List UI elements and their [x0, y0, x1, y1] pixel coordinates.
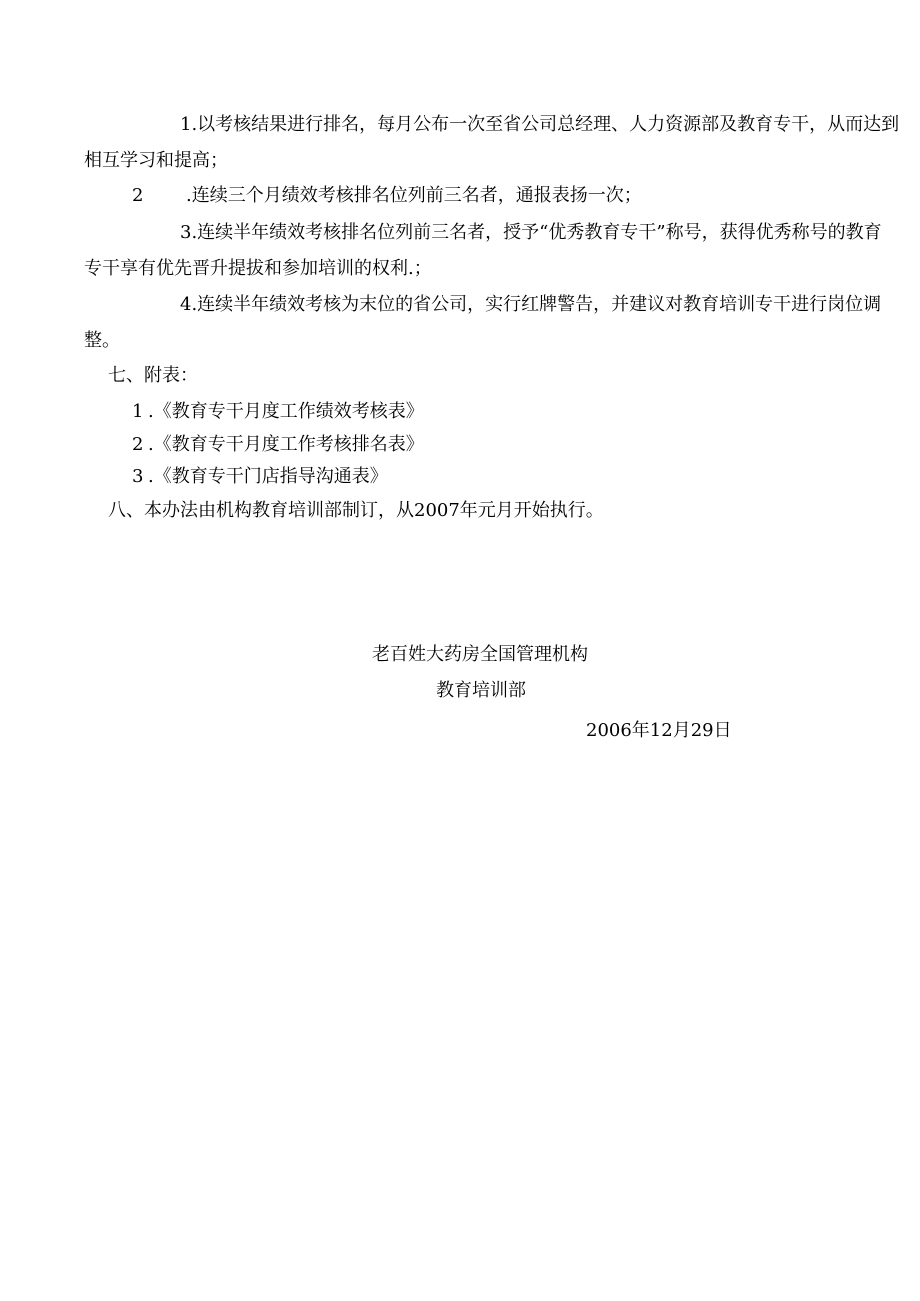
- signature-date: 2006年12月29日: [586, 720, 732, 741]
- clause-3-line1: .连续半年绩效考核排名位列前三名者，授予“优秀教育专干”称号，获得优秀称号的教育: [191, 222, 882, 243]
- clause-3-number: 3: [180, 222, 192, 243]
- clause-1-line1: .以考核结果进行排名，每月公布一次至省公司总经理、人力资源部及教育专干，从而达到: [191, 114, 900, 135]
- attachment-2-number: 2: [132, 434, 144, 455]
- attachment-3-number: 3: [132, 466, 144, 487]
- clause-2-text: .连续三个月绩效考核排名位列前三名者，通报表扬一次；: [186, 185, 642, 206]
- clause-1-line2: 相互学习和提高；: [84, 150, 228, 171]
- signature-organization: 老百姓大药房全国管理机构: [372, 644, 588, 665]
- attachment-1: [132, 400, 424, 424]
- clause-4-line1: .连续半年绩效考核为末位的省公司，实行红牌警告，并建议对教育培训专干进行岗位调: [191, 294, 882, 315]
- clause-3: [84, 215, 882, 287]
- clause-1: [84, 107, 900, 179]
- clause-1-number: 1: [180, 114, 192, 135]
- attachment-3: [132, 465, 388, 489]
- attachment-3-text: .《教育专干门店指导沟通表》: [148, 466, 388, 487]
- signature-department: 教育培训部: [436, 680, 526, 701]
- clause-3-line2: 专干享有优先晋升提拔和参加培训的权利.；: [84, 258, 432, 279]
- attachment-2: [132, 433, 424, 457]
- attachment-2-text: .《教育专干月度工作考核排名表》: [148, 434, 424, 455]
- clause-4-number: 4: [180, 294, 192, 315]
- clause-4: [84, 287, 882, 359]
- section-7-heading: 七、附表：: [108, 365, 198, 386]
- clause-2-number: 2: [132, 185, 144, 206]
- attachment-1-text: .《教育专干月度工作绩效考核表》: [148, 401, 424, 422]
- attachment-1-number: 1: [132, 401, 144, 422]
- clause-2: [132, 184, 642, 208]
- clause-4-line2: 整。: [84, 330, 120, 351]
- section-8-text: 八、本办法由机构教育培训部制订，从2007年元月开始执行。: [108, 500, 604, 521]
